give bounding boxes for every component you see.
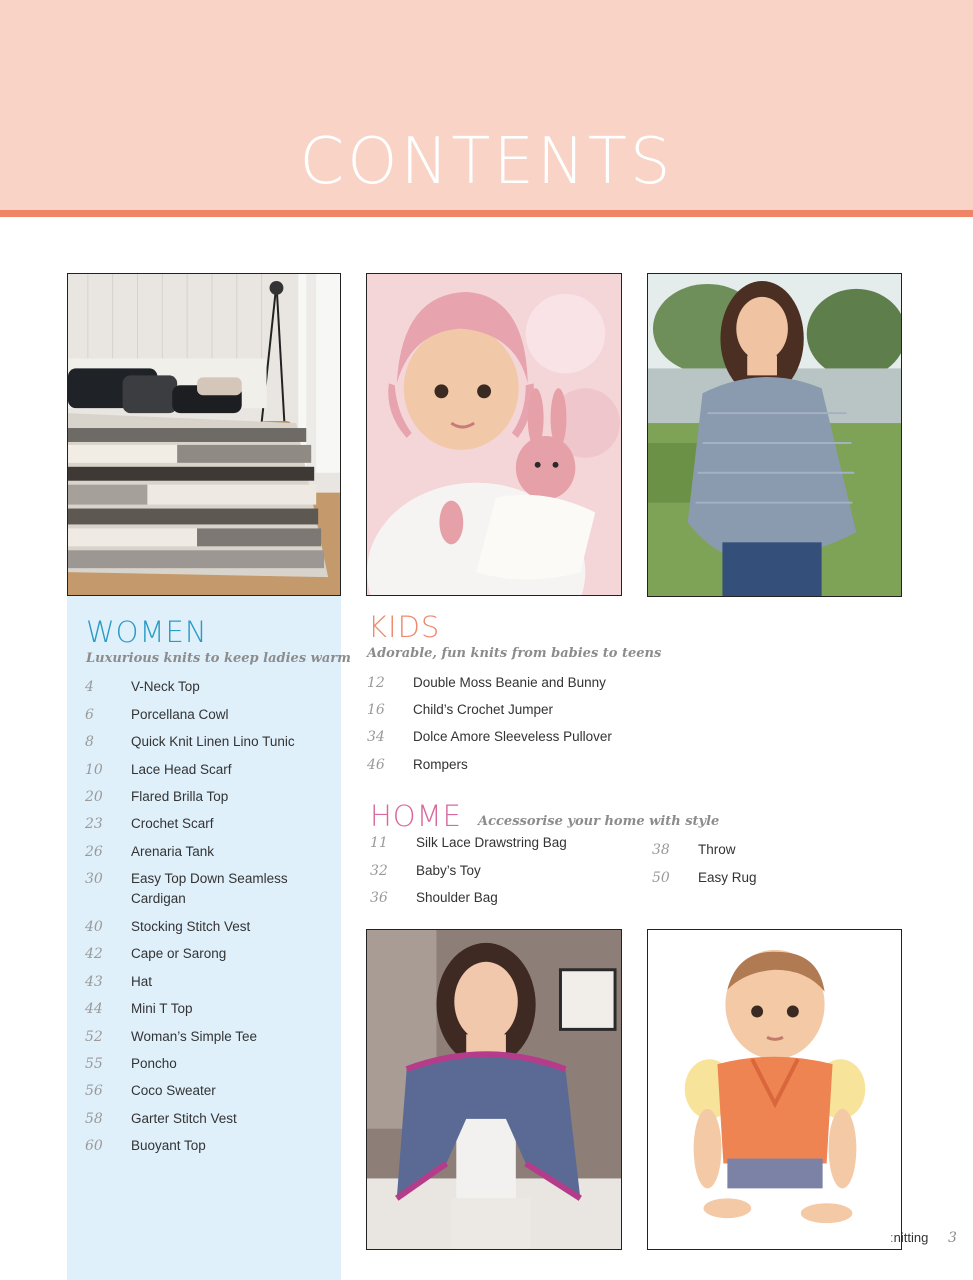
toc-title: Stocking Stitch Vest [131, 919, 251, 934]
toc-title: Shoulder Bag [416, 890, 498, 905]
page-number: 60 [85, 1138, 103, 1154]
page-number: 16 [367, 702, 385, 718]
toc-item[interactable] [85, 787, 228, 807]
page-number: 4 [85, 679, 94, 695]
kids-heading: KIDS [368, 610, 441, 644]
page-number: 11 [370, 835, 388, 851]
home-tagline: Accessorise your home with style [478, 814, 720, 829]
page-number: 44 [85, 1001, 103, 1017]
page-title: CONTENTS [299, 125, 674, 199]
page-number: 50 [652, 870, 670, 886]
toc-title: Hat [131, 974, 153, 989]
toc-title: Quick Knit Linen Lino Tunic [131, 734, 295, 749]
page-number: 43 [85, 974, 103, 990]
toc-item[interactable] [85, 944, 226, 964]
women-section-panel [67, 596, 341, 1280]
toc-title: Mini T Top [131, 1001, 193, 1016]
toc-title: Silk Lace Drawstring Bag [416, 835, 567, 850]
toc-item[interactable] [367, 700, 553, 720]
women-heading: WOMEN [86, 615, 208, 649]
woman-in-poncho-photo [647, 273, 902, 597]
page-number: 40 [85, 919, 103, 935]
toc-item[interactable] [85, 760, 232, 780]
toc-item[interactable] [370, 861, 481, 881]
toc-item[interactable] [85, 814, 214, 834]
toc-title: Poncho [131, 1056, 177, 1071]
home-heading: HOME [370, 799, 462, 833]
page-number: 56 [85, 1083, 103, 1099]
toc-title: Dolce Amore Sleeveless Pullover [413, 729, 612, 744]
toc-item[interactable] [85, 842, 214, 862]
toc-title-line: Cardigan [131, 891, 186, 906]
toc-item[interactable] [370, 888, 498, 908]
woman-in-shawl-photo [366, 929, 622, 1250]
toc-title: Double Moss Beanie and Bunny [413, 675, 606, 690]
page-number: 8 [85, 734, 94, 750]
page-number: 58 [85, 1111, 103, 1127]
toc-item[interactable] [85, 1054, 177, 1074]
footer-page-number: 3 [948, 1230, 957, 1246]
kids-tagline: Adorable, fun knits from babies to teens [367, 646, 662, 661]
toc-item[interactable] [85, 732, 295, 752]
page-number: 6 [85, 707, 94, 723]
toc-title: Arenaria Tank [131, 844, 215, 859]
page-number: 42 [85, 946, 103, 962]
baby-in-vest-photo [647, 929, 902, 1250]
page-number: 38 [652, 842, 670, 858]
page-number: 32 [370, 863, 388, 879]
toc-title: Child’s Crochet Jumper [413, 702, 554, 717]
toc-title [131, 869, 288, 909]
toc-title: Garter Stitch Vest [131, 1111, 237, 1126]
women-tagline: Luxurious knits to keep ladies warm [86, 651, 351, 666]
toc-item[interactable] [367, 673, 606, 693]
toc-title: Buoyant Top [131, 1138, 206, 1153]
toc-item[interactable] [85, 869, 288, 909]
toc-item[interactable] [85, 917, 250, 937]
toc-title-line: Easy Top Down Seamless [131, 871, 288, 886]
toc-title: Woman’s Simple Tee [131, 1029, 258, 1044]
toc-item[interactable] [85, 999, 193, 1019]
toc-title: Porcellana Cowl [131, 707, 229, 722]
baby-with-bonnet-photo [366, 273, 622, 596]
toc-title: Baby’s Toy [416, 863, 481, 878]
toc-title: Throw [698, 842, 736, 857]
toc-title: Flared Brilla Top [131, 789, 229, 804]
page-number: 20 [85, 789, 103, 805]
striped-blanket-photo [67, 273, 341, 596]
toc-item[interactable] [85, 972, 152, 992]
page-number: 46 [367, 757, 385, 773]
toc-item[interactable] [85, 705, 229, 725]
page-number: 34 [367, 729, 385, 745]
page-number: 26 [85, 844, 103, 860]
toc-item[interactable] [85, 1109, 237, 1129]
toc-title: V-Neck Top [131, 679, 200, 694]
page-number: 52 [85, 1029, 103, 1045]
page-number: 10 [85, 762, 103, 778]
toc-item[interactable] [370, 833, 567, 853]
page-number: 55 [85, 1056, 103, 1072]
page-number: 36 [370, 890, 388, 906]
toc-title: Easy Rug [698, 870, 757, 885]
footer-magazine-name: ːnitting [890, 1230, 929, 1245]
page-number: 12 [367, 675, 385, 691]
header-rule [0, 210, 973, 217]
toc-item[interactable] [85, 1027, 257, 1047]
page-number: 23 [85, 816, 103, 832]
toc-item[interactable] [367, 755, 468, 775]
toc-title: Cape or Sarong [131, 946, 227, 961]
toc-title: Rompers [413, 757, 468, 772]
page-number: 30 [85, 871, 103, 887]
toc-title: Lace Head Scarf [131, 762, 232, 777]
toc-item[interactable] [652, 868, 757, 888]
toc-item[interactable] [85, 1136, 206, 1156]
toc-item[interactable] [652, 840, 736, 860]
toc-title: Coco Sweater [131, 1083, 216, 1098]
toc-item[interactable] [85, 677, 200, 697]
toc-item[interactable] [367, 727, 612, 747]
toc-title: Crochet Scarf [131, 816, 214, 831]
toc-item[interactable] [85, 1081, 216, 1101]
